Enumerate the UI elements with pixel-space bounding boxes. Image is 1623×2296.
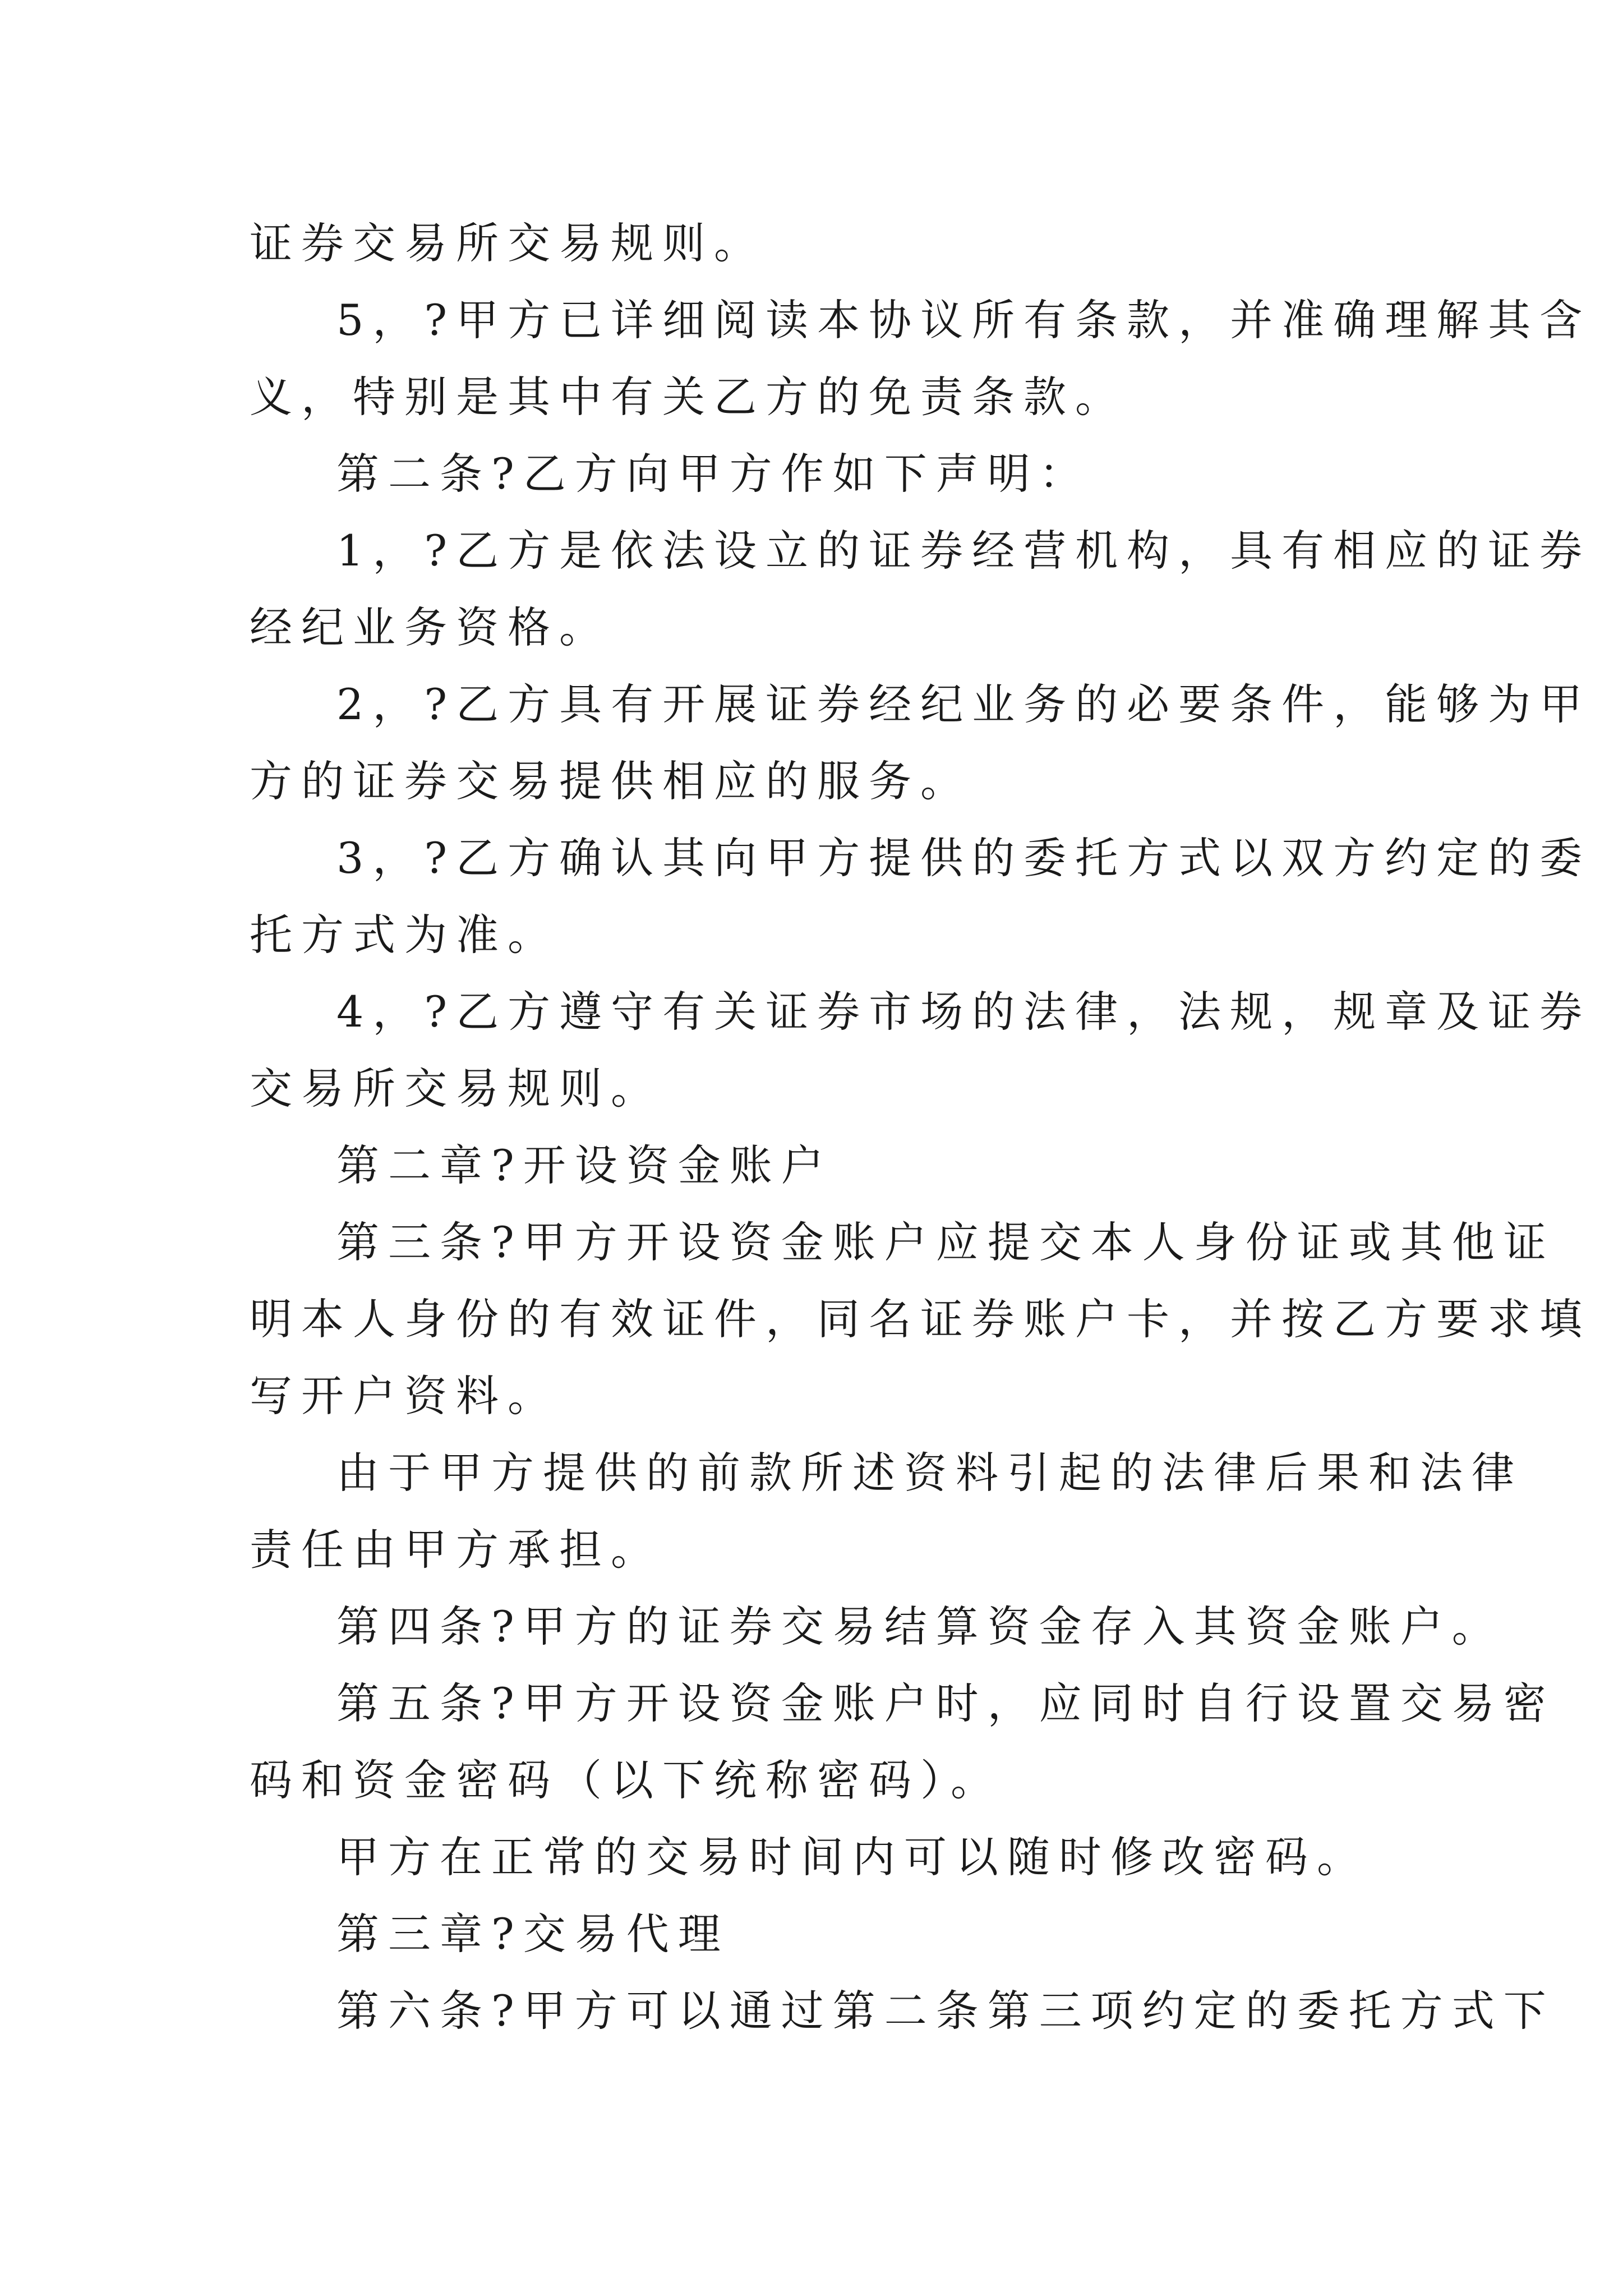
text-line: 第五条?甲方开设资金账户时，应同时自行设置交易密 (336, 1678, 1555, 1728)
text-line: 责任由甲方承担。 (250, 1525, 662, 1575)
text-line: 第四条?甲方的证券交易结算资金存入其资金账户。 (336, 1602, 1504, 1651)
text-line: 明本人身份的有效证件，同名证券账户卡，并按乙方要求填 (250, 1294, 1591, 1344)
body-text (250, 205, 1592, 2049)
text-line: 交易所交易规则。 (250, 1064, 662, 1114)
text-line: 托方式为准。 (250, 910, 559, 960)
text-line: 第六条?甲方可以通过第二条第三项约定的委托方式下 (336, 1986, 1555, 2036)
text-line: 第三章?交易代理 (336, 1909, 730, 1959)
text-line: 码和资金密码（以下统称密码）。 (250, 1755, 1002, 1805)
text-line: 经纪业务资格。 (250, 602, 611, 652)
text-line: 5，?甲方已详细阅读本协议所有条款，并准确理解其含 (336, 295, 1592, 345)
text-line: 写开户资料。 (250, 1371, 559, 1421)
text-line: 证券交易所交易规则。 (250, 218, 766, 268)
text-line: 第三条?甲方开设资金账户应提交本人身份证或其他证 (336, 1217, 1555, 1267)
text-line: 第二条?乙方向甲方作如下声明： (336, 449, 1091, 499)
text-line: 义，特别是其中有关乙方的免责条款。 (250, 372, 1127, 422)
text-line: 甲方在正常的交易时间内可以随时修改密码。 (336, 1832, 1368, 1882)
text-line: 3，?乙方确认其向甲方提供的委托方式以双方约定的委 (336, 833, 1592, 883)
text-line: 第二章?开设资金账户 (336, 1140, 833, 1190)
text-line: 1，?乙方是依法设立的证券经营机构，具有相应的证券 (336, 526, 1592, 576)
text-line: 4，?乙方遵守有关证券市场的法律，法规，规章及证券 (336, 987, 1592, 1037)
text-line: 方的证券交易提供相应的服务。 (250, 756, 972, 806)
text-line: 2，?乙方具有开展证券经纪业务的必要条件，能够为甲 (336, 679, 1592, 729)
text-line: 由于甲方提供的前款所述资料引起的法律后果和法律 (336, 1448, 1523, 1498)
